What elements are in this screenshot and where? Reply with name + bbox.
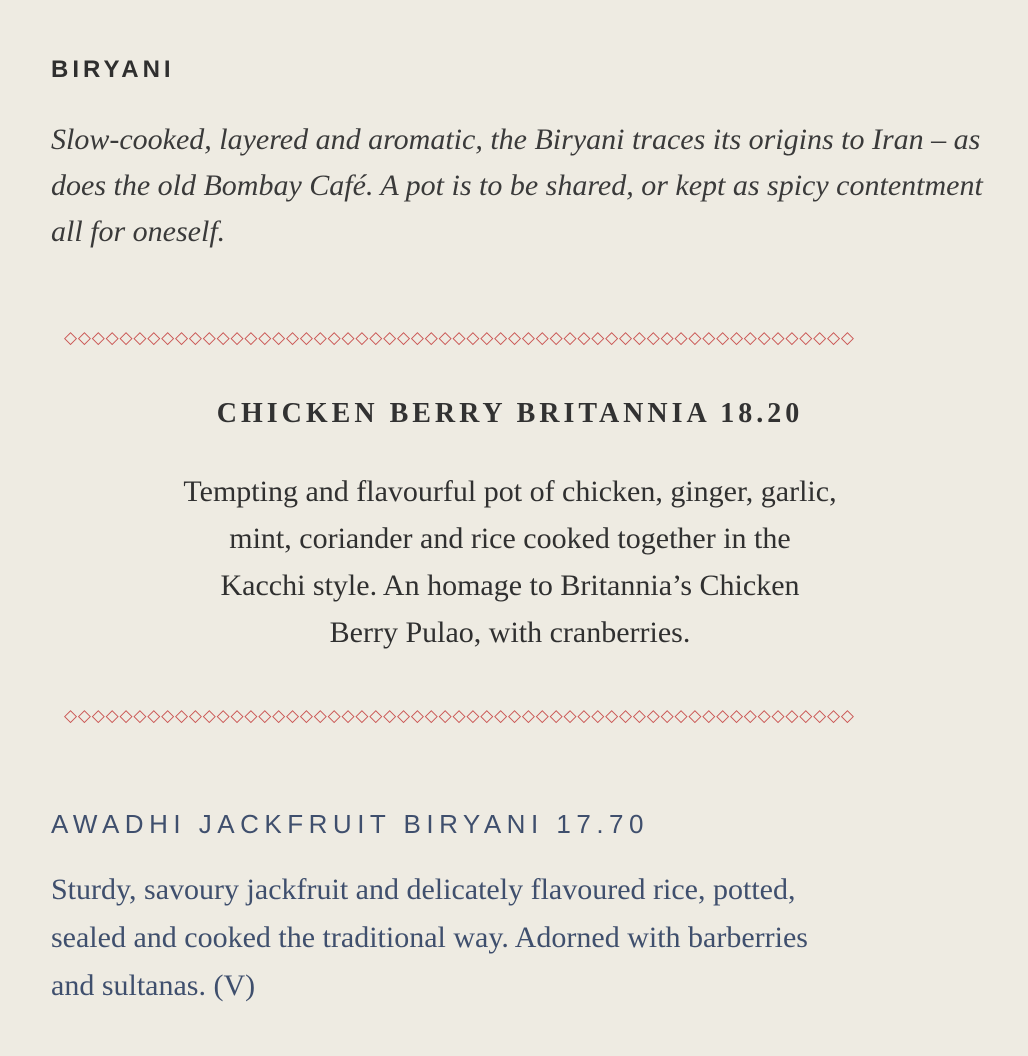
menu-item-description	[51, 866, 1011, 1010]
description-line: sealed and cooked the traditional way. Adorned with barberries	[51, 921, 808, 954]
description-line: mint, coriander and rice cooked together in the	[229, 522, 791, 555]
diamond-divider: ◇◇◇◇◇◇◇◇◇◇◇◇◇◇◇◇◇◇◇◇◇◇◇◇◇◇◇◇◇◇◇◇◇◇◇◇◇◇◇◇◇◇◇◇◇◇◇◇◇◇◇◇◇◇◇◇◇	[64, 328, 855, 348]
section-heading: BIRYANI	[51, 56, 175, 83]
menu-item-description	[110, 468, 910, 656]
menu-item-title: AWADHI JACKFRUIT BIRYANI 17.70	[51, 809, 649, 839]
description-line: Berry Pulao, with cranberries.	[329, 616, 691, 649]
section-intro: Slow-cooked, layered and aromatic, the Biryani traces its origins to Iran – as does the old Bombay Café. A pot is to be shared, or kept as spicy contentment all for oneself.	[51, 123, 983, 248]
description-line: Tempting and flavourful pot of chicken, ginger, garlic,	[183, 475, 837, 508]
menu-item-title: CHICKEN BERRY BRITANNIA 18.20	[216, 398, 804, 429]
description-line: and sultanas. (V)	[51, 969, 256, 1002]
diamond-divider: ◇◇◇◇◇◇◇◇◇◇◇◇◇◇◇◇◇◇◇◇◇◇◇◇◇◇◇◇◇◇◇◇◇◇◇◇◇◇◇◇◇◇◇◇◇◇◇◇◇◇◇◇◇◇◇◇◇	[64, 706, 855, 726]
description-line: Sturdy, savoury jackfruit and delicately flavoured rice, potted,	[51, 873, 796, 906]
description-line: Kacchi style. An homage to Britannia’s Chicken	[220, 569, 800, 602]
